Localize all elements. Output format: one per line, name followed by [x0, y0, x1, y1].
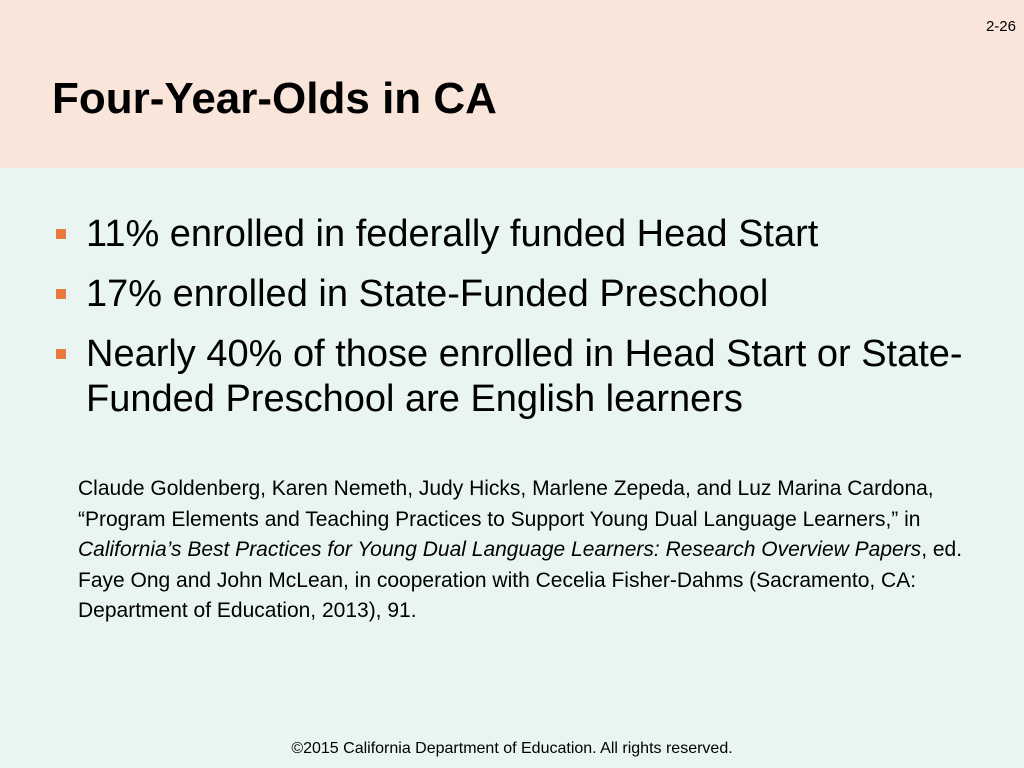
bullet-item [54, 332, 1004, 422]
slide-number: 2-26 [985, 18, 1016, 35]
bullet-list [54, 212, 1004, 437]
square-bullet-icon [56, 229, 66, 239]
square-bullet-icon [56, 289, 66, 299]
slide-body [0, 168, 1024, 768]
citation-book-title: California’s Best Practices for Young Dual Language Learners: Research Overview Papers [78, 538, 922, 561]
bullet-text: 17% enrolled in State-Funded Preschool [86, 273, 769, 315]
slide-title: Four-Year-Olds in CA [52, 74, 497, 123]
bullet-text: Nearly 40% of those enrolled in Head Start or State-Funded Preschool are English learners [86, 333, 963, 420]
bullet-text: 11% enrolled in federally funded Head Start [86, 213, 819, 255]
citation [78, 474, 998, 627]
bullet-item [54, 272, 1004, 317]
square-bullet-icon [56, 349, 66, 359]
slide-header [0, 0, 1024, 168]
citation-text-end: , ed. Faye Ong and John McLean, in cooperation with Cecelia Fisher-Dahms (Sacramento, CA: Department of Education, 2013), 91. [78, 538, 963, 622]
citation-text-start: Claude Goldenberg, Karen Nemeth, Judy Hicks, Marlene Zepeda, and Luz Marina Cardona, “Program Elements and Teaching Practices to Support Young Dual Language Learners,” in [78, 477, 934, 531]
bullet-item [54, 212, 1004, 257]
copyright-footer: ©2015 California Department of Education. All rights reserved. [291, 740, 733, 757]
